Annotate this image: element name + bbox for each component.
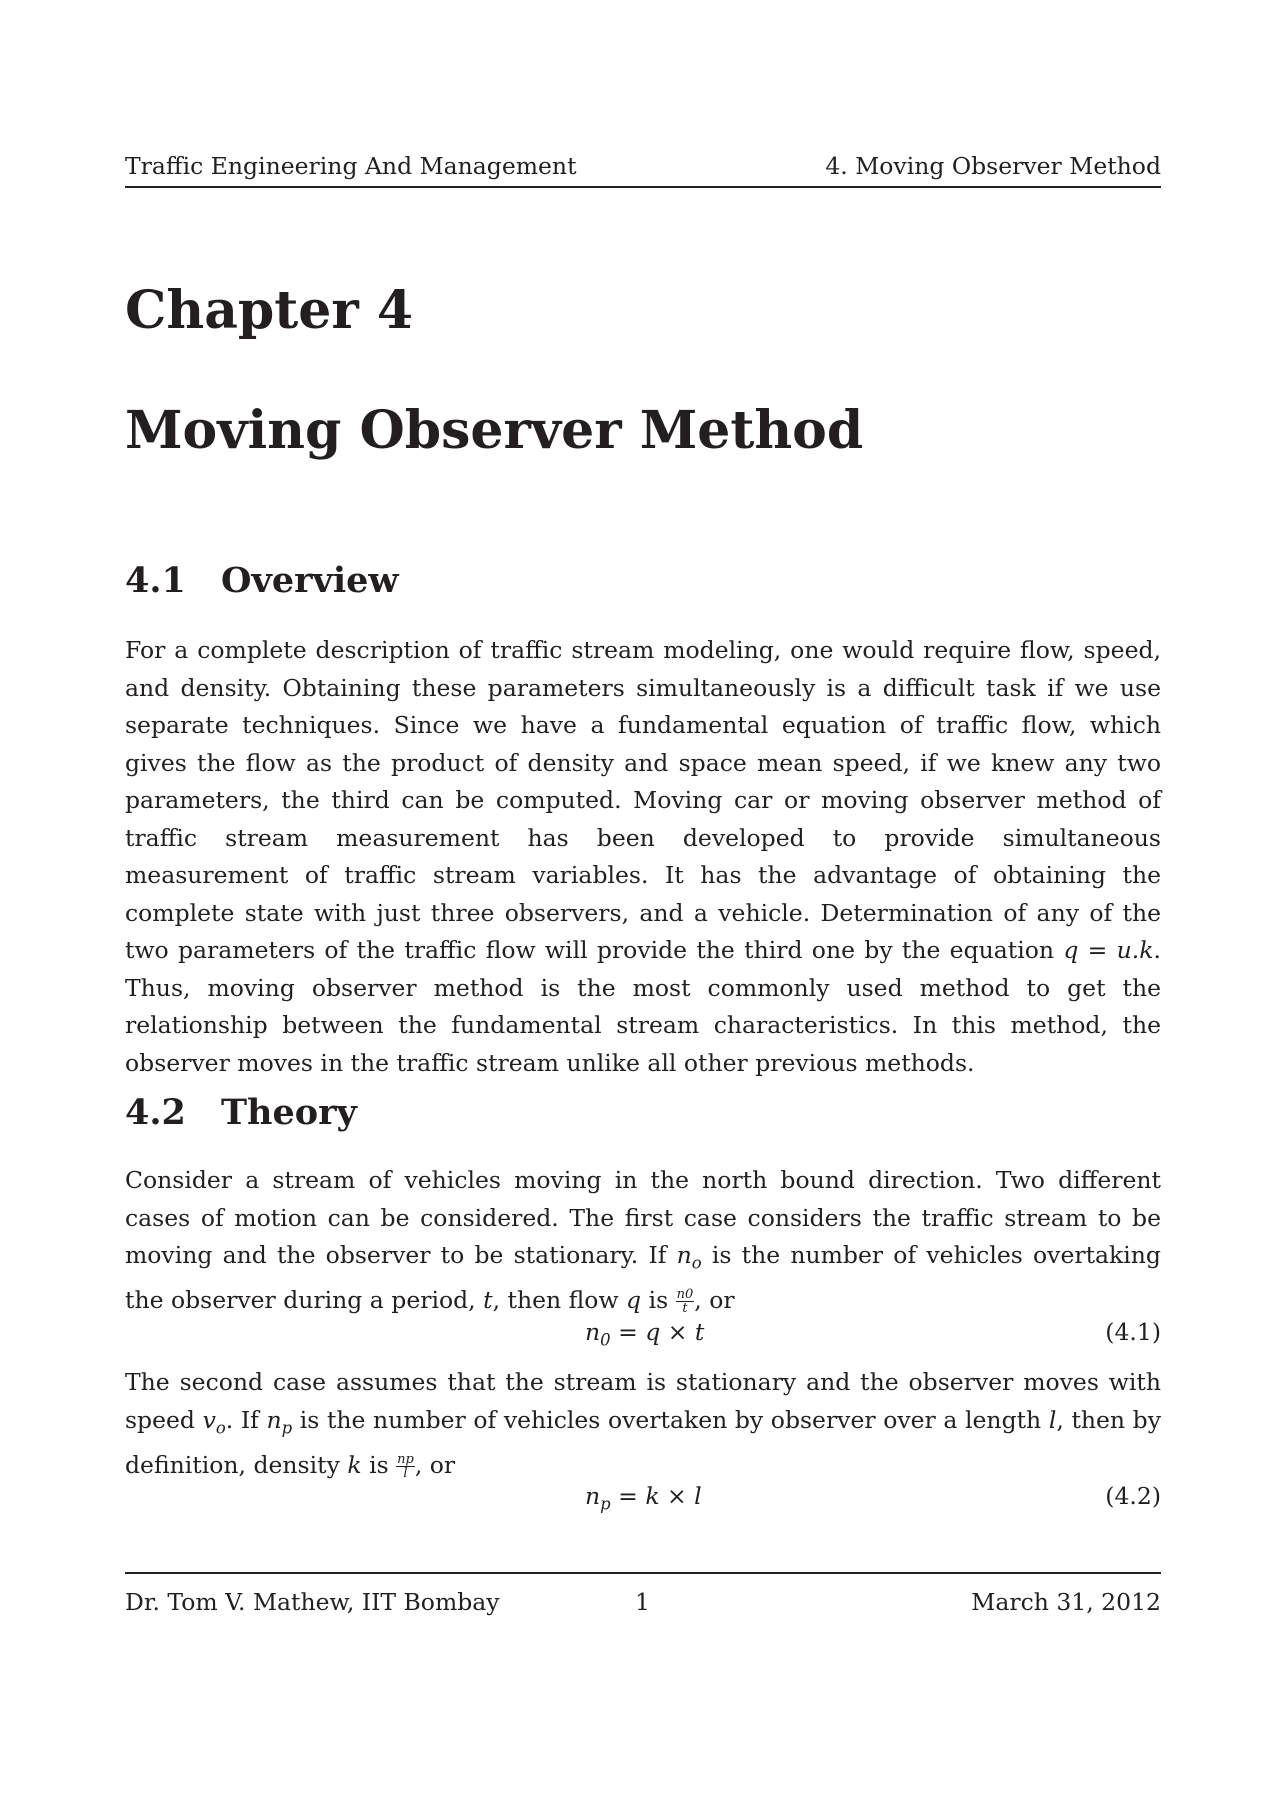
fraction-denominator: t [682,1301,688,1317]
section-heading-overview [125,560,399,601]
overview-text: For a complete description of traffic stream modeling, one would require flow, speed, and density. Obtaining these parameters simultaneously is a difficult task if we use separate techniques. Since we have a fundamental equation of traffic flow, which gives the flow as the product of density and space mean speed, if we knew any two parameters, the third can be computed. Moving car or moving observer method of traffic stream measurement has been developed to provide simultaneous measurement of traffic stream variables. It has the advantage of obtaining the complete state with just three observers, and a vehicle. Determination of any of the two parameters of the traffic flow will provide the third one by the equation [125,636,1161,964]
math-var: q [626,1286,642,1315]
chapter-title: Moving Observer Method [125,400,864,461]
page-number: 1 [635,1588,650,1616]
text-run: , or [414,1450,456,1479]
math-symbol: n [266,1405,282,1434]
running-header [125,152,1161,188]
theory-paragraph-2 [125,1364,1161,1484]
fraction [676,1288,695,1315]
equation-number: (4.1) [1105,1318,1161,1346]
math-var: l [1048,1405,1057,1434]
math-var [202,1405,226,1438]
fraction-numerator: np [397,1451,414,1467]
section-title: Overview [221,560,399,601]
fraction-denominator: l [403,1465,408,1481]
math-symbol: n [585,1318,601,1346]
math-symbol: n [585,1482,601,1510]
math-symbol: v [202,1405,216,1434]
text-run: is the number of vehicles overtaking the observer during a period, [125,1241,1161,1315]
text-run: , or [694,1286,735,1315]
text-run: is [369,1450,389,1479]
math-subscript: o [215,1418,226,1438]
math-var: k [347,1450,362,1479]
section-number: 4.1 [125,560,186,601]
footer-author: Dr. Tom V. Mathew, IIT Bombay [125,1588,500,1616]
fraction-numerator: n0 [676,1287,694,1303]
header-book-title: Traffic Engineering And Management [125,152,577,180]
equation-rhs: = k × l [618,1482,702,1510]
overview-text-cont: . Thus, moving observer method is the most commonly used method to get the relationship between the fundamental stream characteristics. In this method, the observer moves in the traffic stream unlike all other previous methods. [125,936,1161,1077]
equation-4-1 [125,1318,1161,1354]
running-footer [125,1572,1161,1628]
chapter-label: Chapter 4 [125,280,414,341]
equation-number: (4.2) [1105,1482,1161,1510]
math-subscript: 0 [600,1330,611,1350]
text-run: Consider a stream of vehicles moving in the north bound direction. Two different cases of motion can be considered. The first case considers the traffic stream to be moving and the observer to be stationary. If [125,1166,1161,1269]
footer-date: March 31, 2012 [971,1588,1161,1616]
equation-expression [585,1318,704,1350]
theory-paragraph-1 [125,1162,1161,1320]
overview-paragraph [125,632,1161,1082]
inline-equation: q = u.k [1063,936,1154,964]
text-run: . If [225,1405,259,1434]
fraction [396,1453,415,1480]
math-subscript: o [691,1253,702,1273]
equation-rhs: = q × t [618,1318,705,1346]
math-var [676,1241,702,1273]
text-run: The second case assumes that the stream is stationary and the observer moves with speed [125,1368,1161,1434]
math-subscript: p [600,1494,611,1514]
section-heading-theory [125,1092,357,1133]
header-chapter-title: 4. Moving Observer Method [825,152,1161,180]
text-run: , then by definition, density [125,1405,1161,1479]
math-symbol: n [676,1241,692,1269]
section-title: Theory [221,1092,357,1133]
equation-4-2 [125,1482,1161,1518]
text-run: is the number of vehicles overtaken by observer over a length [299,1405,1042,1434]
math-var: t [483,1286,493,1315]
text-run: , then flow [492,1286,619,1315]
equation-expression [585,1482,702,1514]
text-run: is [648,1286,669,1315]
math-subscript: p [281,1418,293,1438]
section-number: 4.2 [125,1092,186,1133]
math-var [266,1405,293,1438]
